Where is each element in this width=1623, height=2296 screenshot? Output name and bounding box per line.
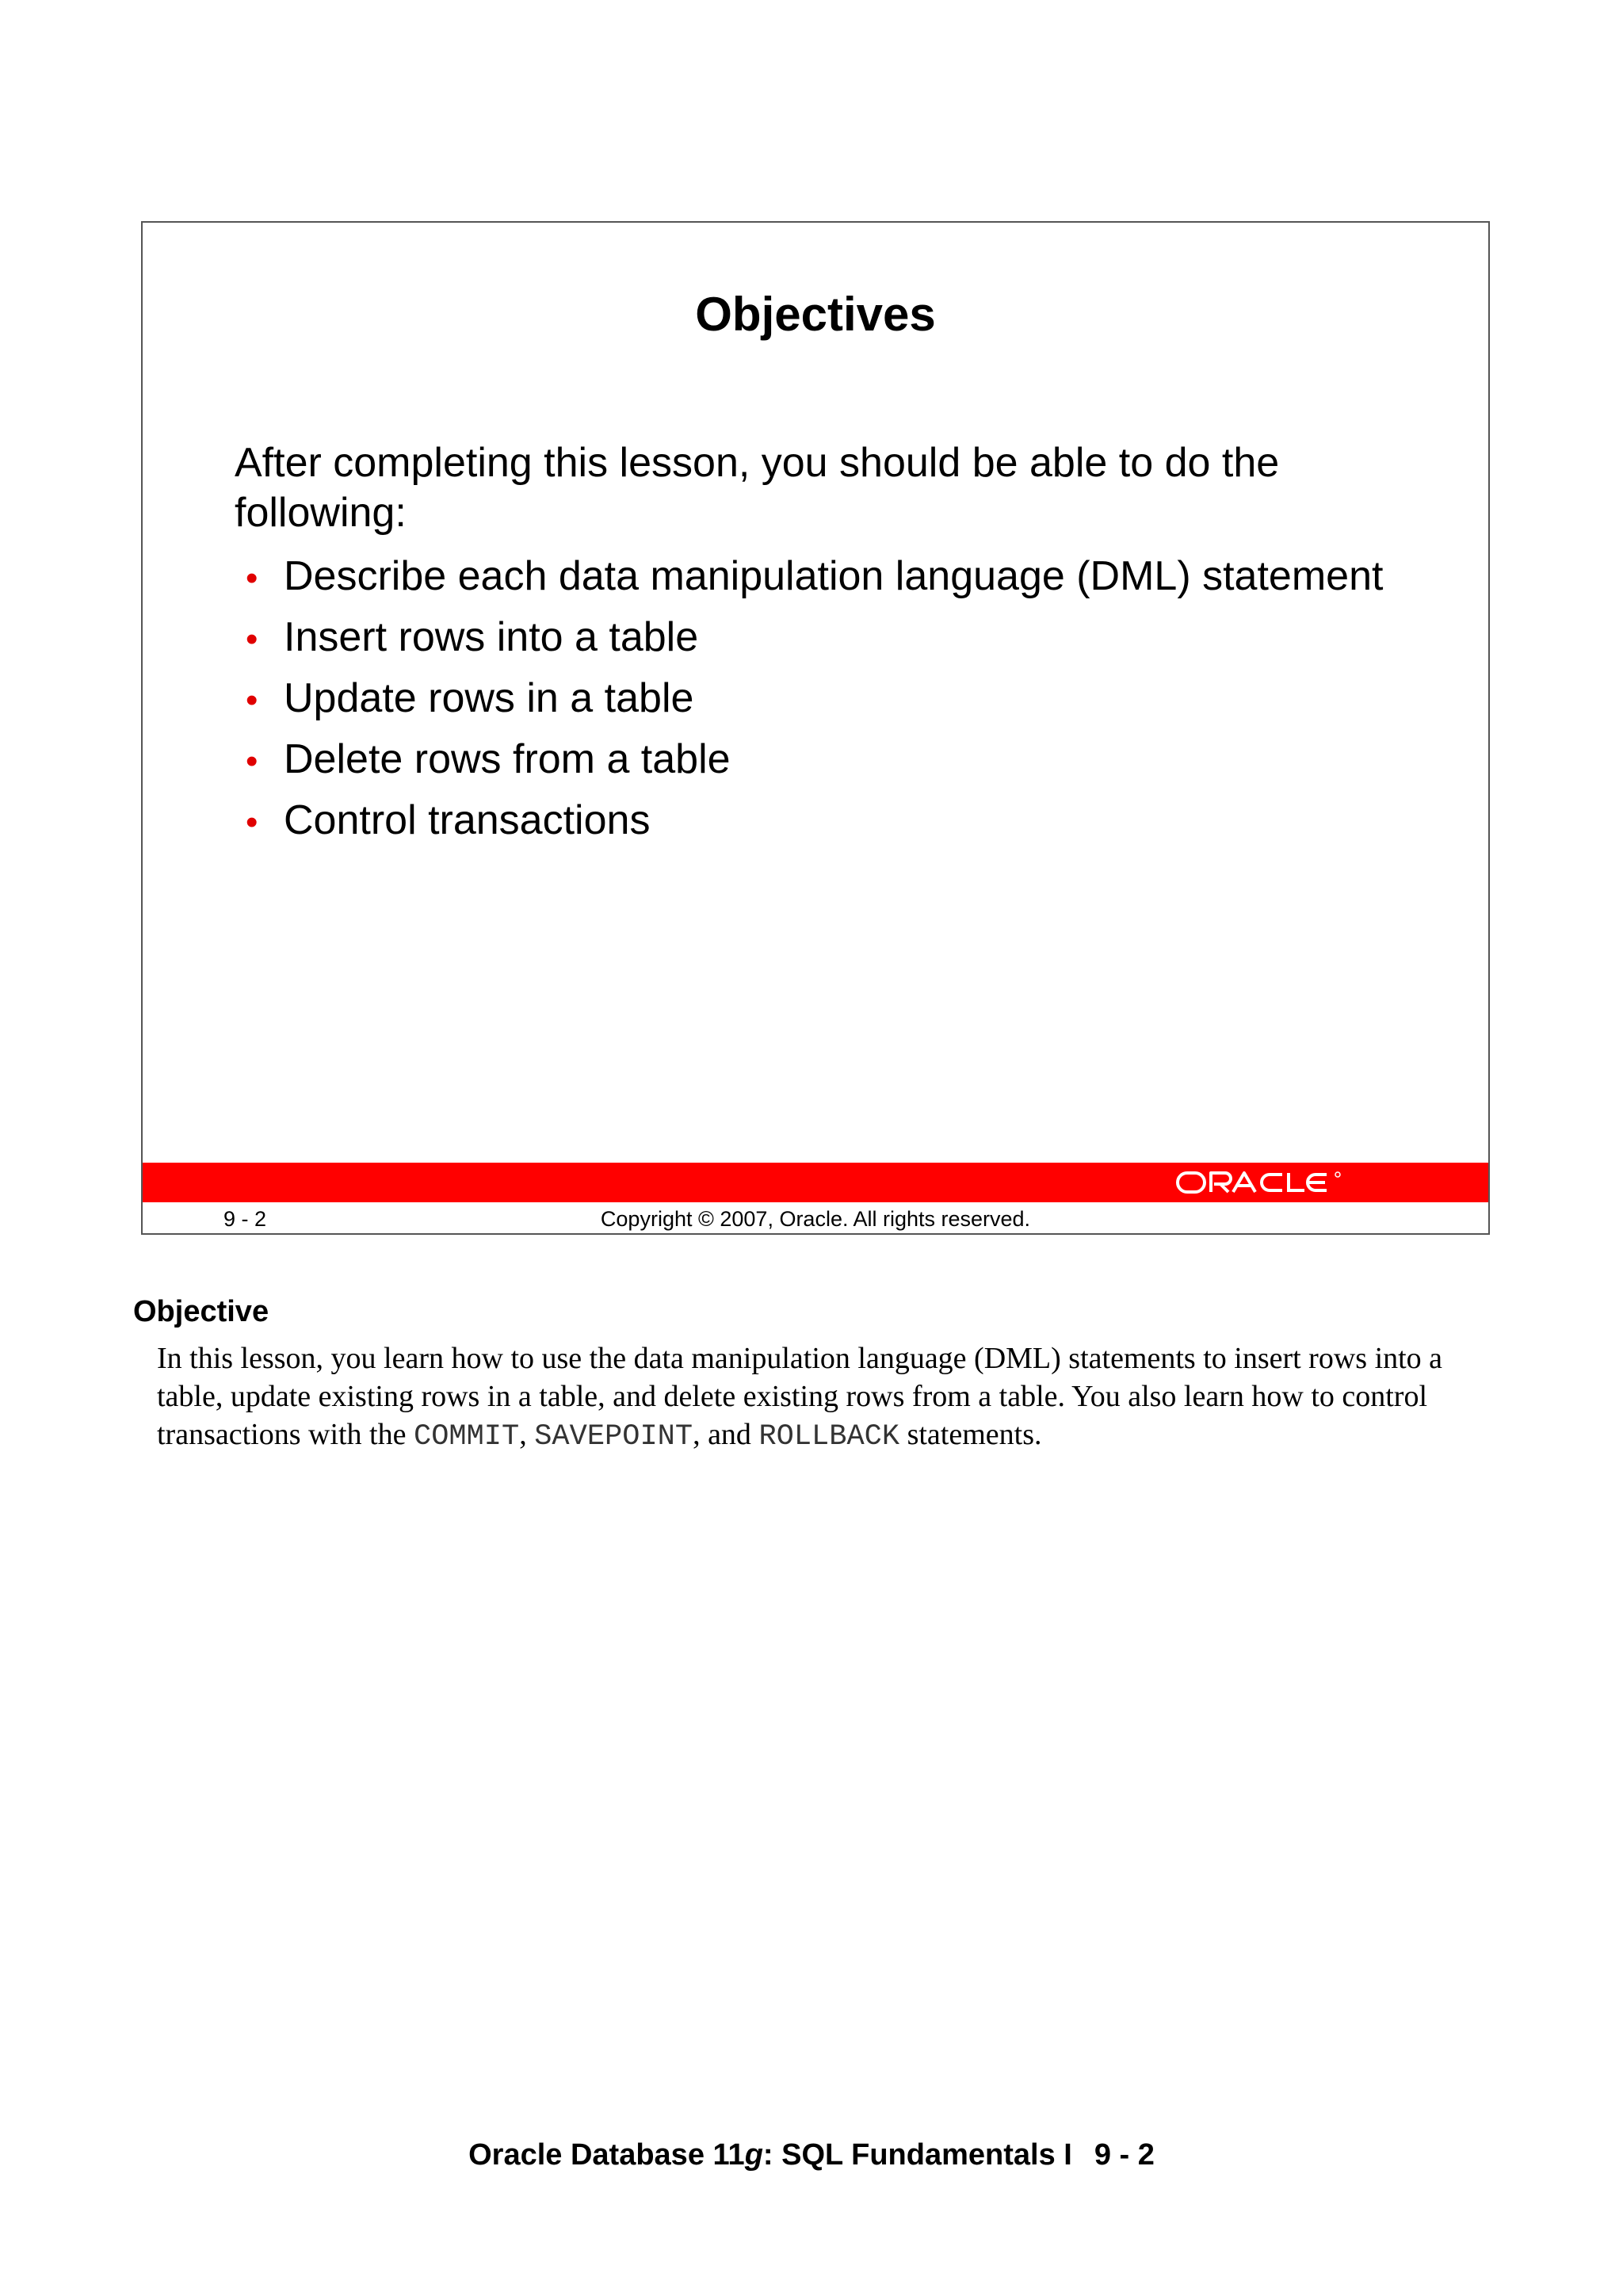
bullet-list: [246, 547, 1383, 852]
footer-page-number: 9 - 2: [1094, 2138, 1155, 2172]
footer-title-italic: g: [744, 2138, 763, 2172]
notes-body: [157, 1339, 1496, 1456]
page-footer: [0, 2138, 1623, 2172]
slide-title: Objectives: [695, 288, 936, 341]
bullet-item: [246, 669, 1383, 730]
bullet-icon: •: [246, 803, 258, 842]
bullet-text: Update rows in a table: [284, 675, 694, 721]
bullet-item: [246, 730, 1383, 791]
code-rollback: ROLLBACK: [758, 1420, 900, 1454]
slide-number: 9 - 2: [223, 1207, 267, 1231]
bullet-item: [246, 547, 1383, 608]
bullet-text: Delete rows from a table: [284, 736, 731, 782]
bullet-icon: •: [246, 559, 258, 598]
bullet-icon: •: [246, 620, 258, 659]
oracle-logo-icon: [1176, 1171, 1347, 1194]
bullet-text: Control transactions: [284, 797, 651, 843]
bullet-icon: •: [246, 742, 258, 781]
oracle-logo: [1176, 1169, 1347, 1196]
slide-footer: [143, 1202, 1488, 1235]
notes-heading: Objective: [133, 1295, 269, 1328]
bullet-item: [246, 608, 1383, 669]
notes-text: statements.: [899, 1418, 1042, 1451]
code-commit: COMMIT: [413, 1420, 520, 1454]
bullet-icon: •: [246, 681, 258, 720]
slide: [141, 221, 1490, 1235]
bullet-text: Describe each data manipulation language (DML) statement: [284, 553, 1384, 599]
footer-title-prefix: Oracle Database 11: [468, 2138, 745, 2172]
footer-red-bar: [143, 1163, 1488, 1202]
notes-text: ,: [519, 1418, 535, 1451]
notes-text: In this lesson, you learn how to use the data manipulation language (DML) statements to insert rows into a table, update existing rows in a table, and delete existing rows from a table. You also learn how to control transactions with the: [157, 1342, 1443, 1451]
footer-title-suffix: : SQL Fundamentals I: [762, 2138, 1072, 2172]
slide-intro: After completing this lesson, you should be able to do the following:: [235, 440, 1280, 536]
slide-copyright: Copyright © 2007, Oracle. All rights reserved.: [600, 1207, 1031, 1231]
bullet-item: [246, 791, 1383, 852]
code-savepoint: SAVEPOINT: [534, 1420, 693, 1454]
bullet-text: Insert rows into a table: [284, 614, 699, 660]
notes-text: , and: [693, 1418, 759, 1451]
